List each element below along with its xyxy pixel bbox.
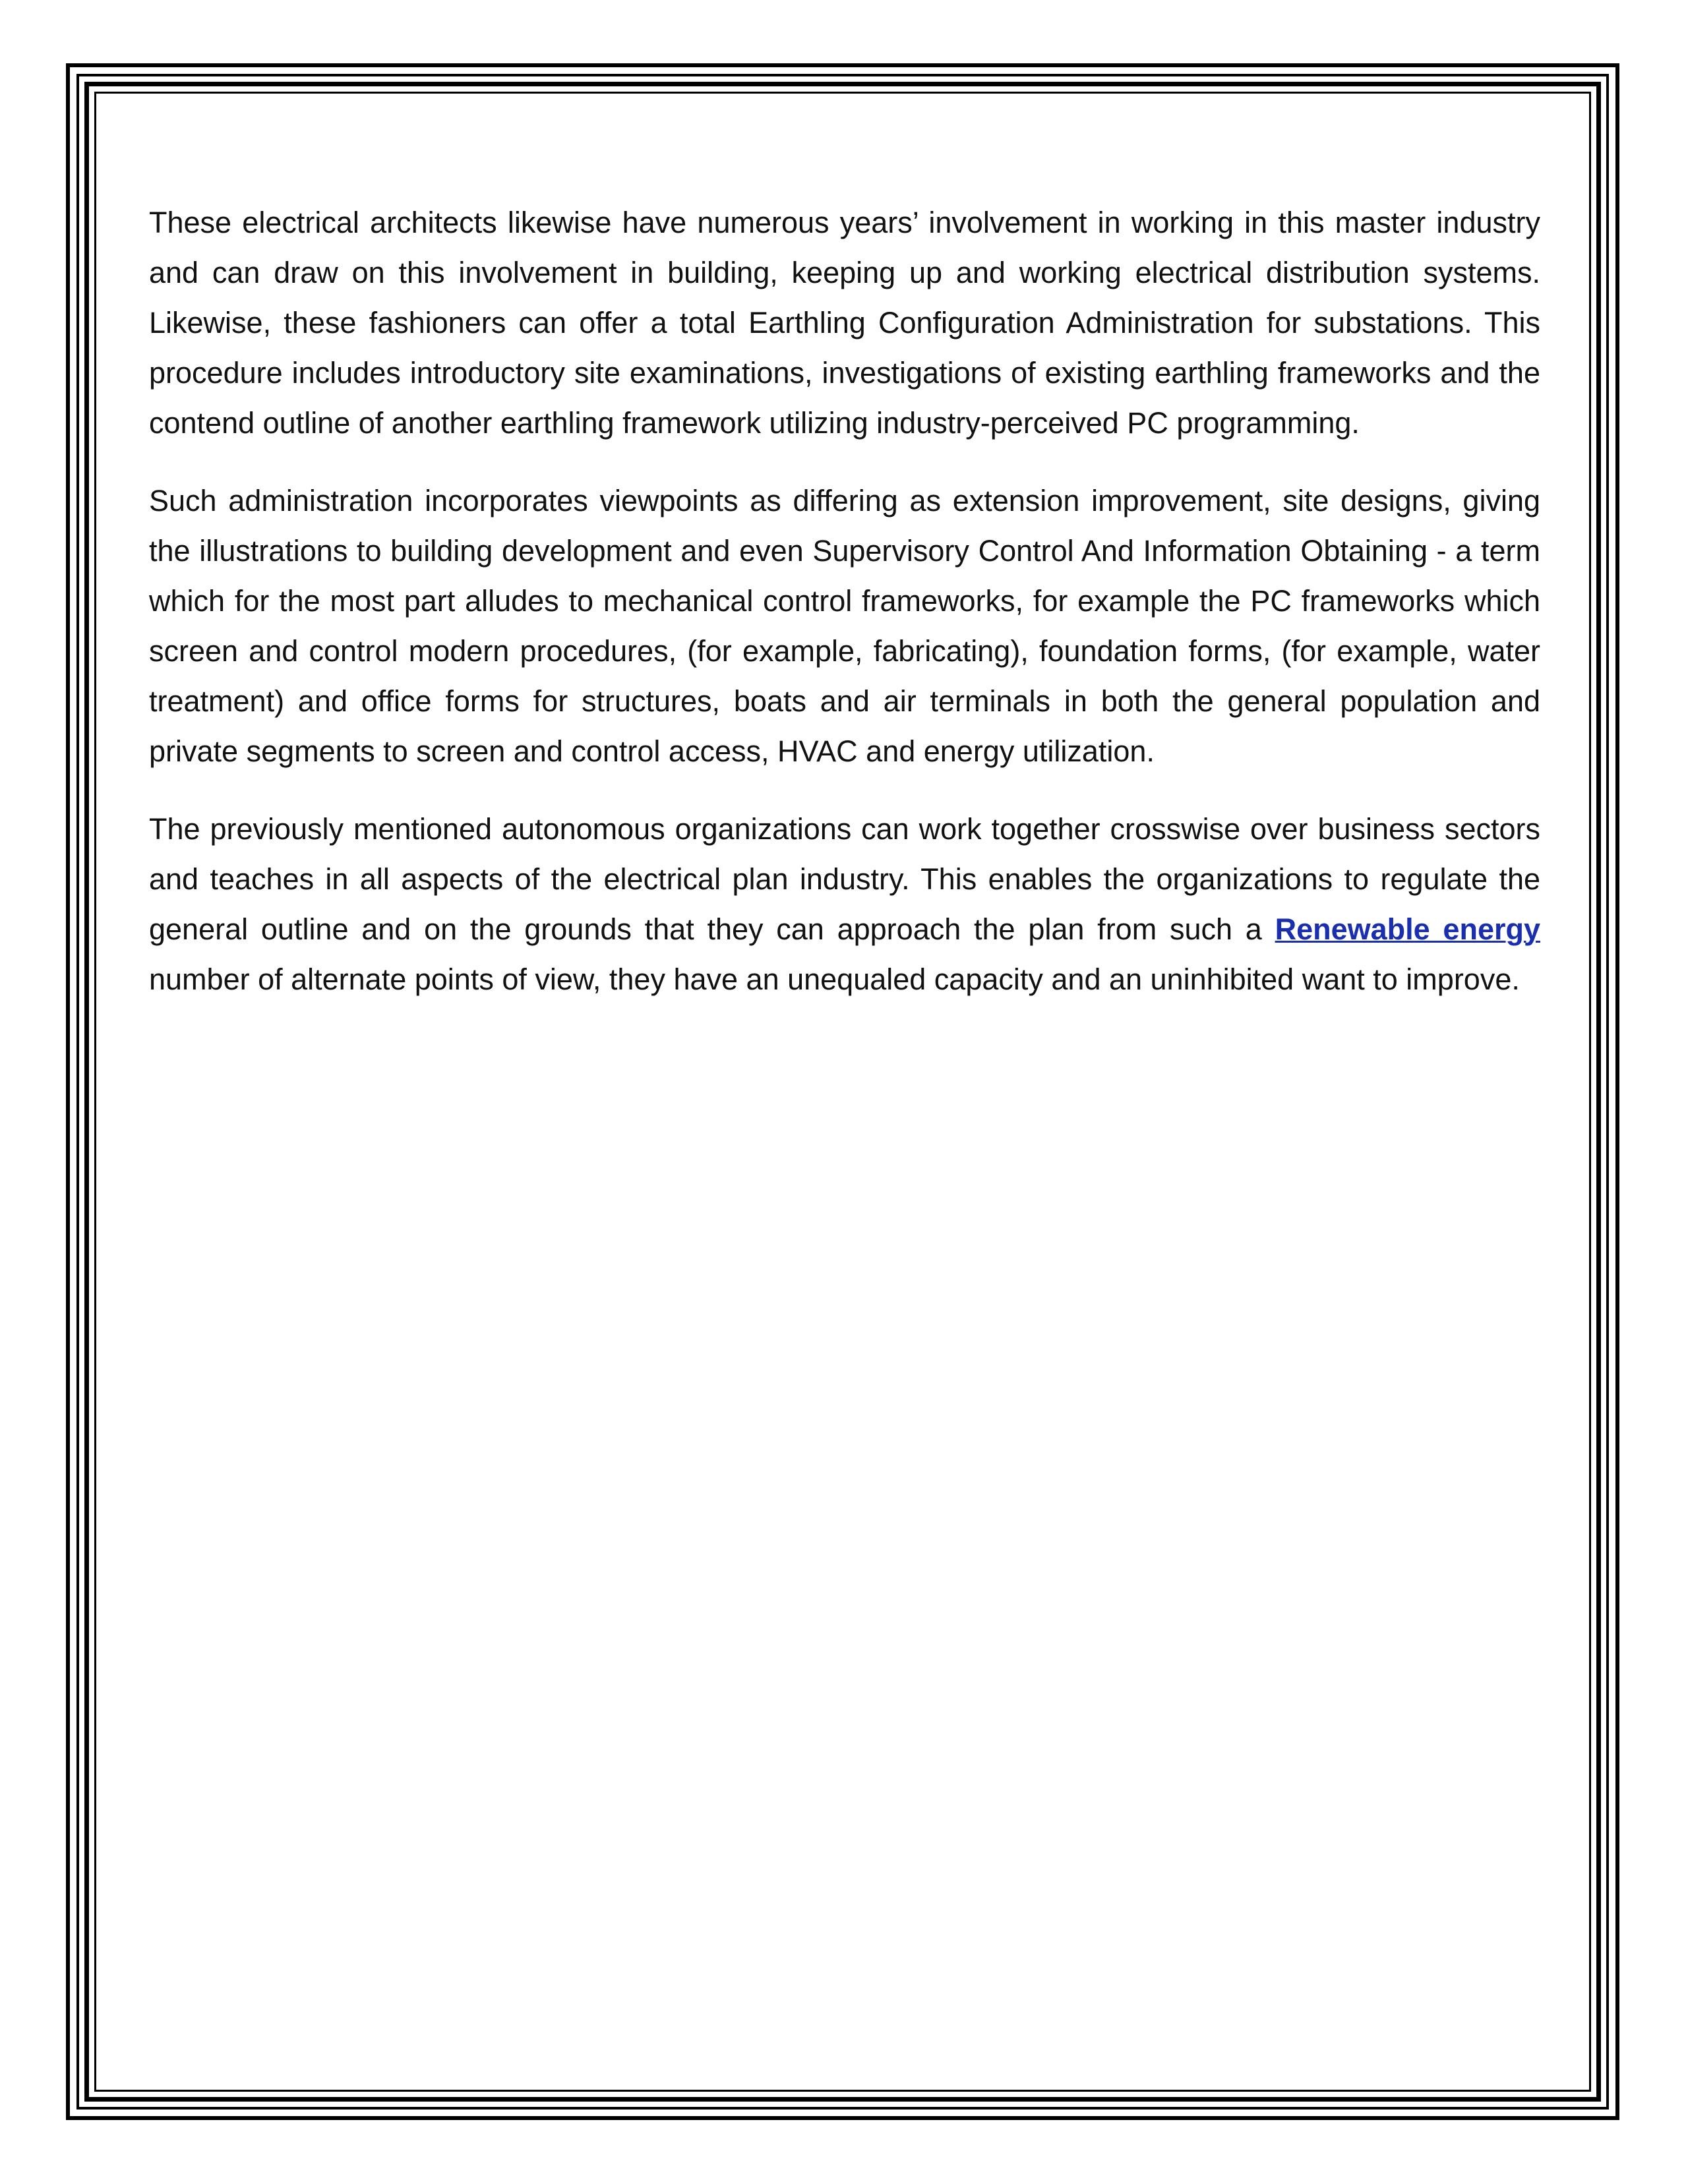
paragraph-3-text-before-link: The previously mentioned autonomous organizations can work together crosswise over business sectors and teaches in all aspects of the electrical plan industry. This enables the organizations to regulate the general outline and on the grounds that they can approach the plan from such a [149,812,1540,946]
paragraph-3-text-after-link: number of alternate points of view, they have an unequaled capacity and an uninhibited want to improve. [149,962,1520,996]
paragraph-1: These electrical architects likewise have numerous years’ involvement in working in this master industry and can draw on this involvement in building, keeping up and working electrical distribution systems. Likewise, these fashioners can offer a total Earthling Configuration Administration for substations. This procedure includes introductory site examinations, investigations of existing earthling frameworks and the contend outline of another earthling framework utilizing industry-perceived PC programming. [149,206,1540,440]
renewable-energy-link[interactable]: Renewable energy [1275,912,1540,946]
document-body [149,198,1540,1032]
paragraph-3 [149,804,1540,1005]
paragraph-2: Such administration incorporates viewpoints as differing as extension improvement, site designs, giving the illustrations to building development and even Supervisory Control And Information Obtaining - a term which for the most part alludes to mechanical control frameworks, for example the PC frameworks which screen and control modern procedures, (for example, fabricating), foundation forms, (for example, water treatment) and office forms for structures, boats and air terminals in both the general population and private segments to screen and control access, HVAC and energy utilization. [149,484,1540,768]
